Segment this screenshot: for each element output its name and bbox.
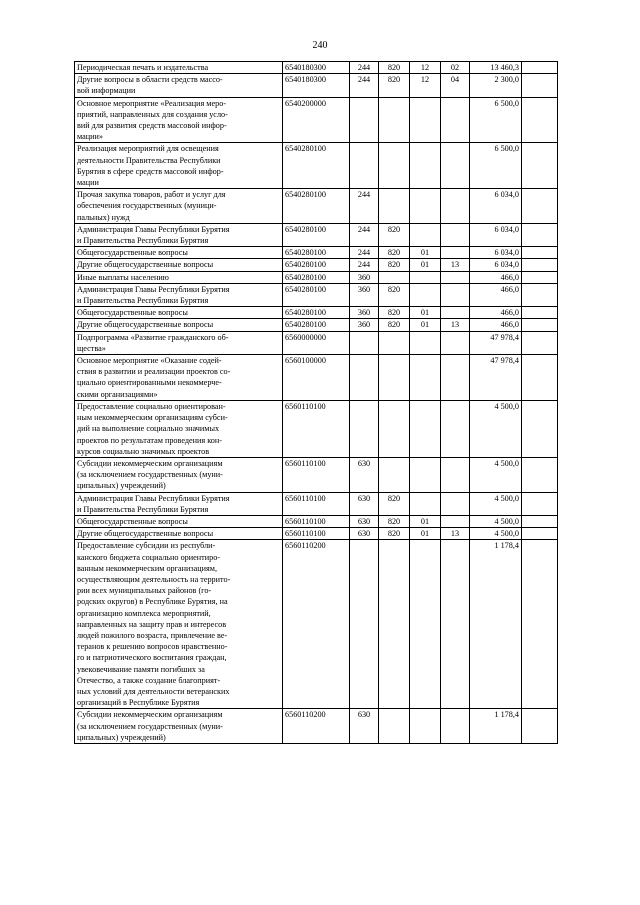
target-article-code-cell: 6540280100: [283, 143, 350, 189]
budget-administrator-cell: [379, 97, 410, 143]
subsection-code-cell: 13: [441, 528, 470, 540]
table-row: [75, 62, 558, 74]
budget-administrator-cell: 820: [379, 247, 410, 259]
amount-cell: 466,0: [470, 283, 522, 306]
row-name-cell: Реализация мероприятий для освещения деятельности Правительства Республики Бурятия в сфере средств массовой инфор- мации: [75, 143, 283, 189]
section-code-cell: [410, 283, 441, 306]
amount-cell: 466,0: [470, 319, 522, 331]
row-name-cell: Администрация Главы Республики Бурятия и Правительства Республики Бурятия: [75, 223, 283, 246]
target-article-code-cell: 6540280100: [283, 307, 350, 319]
row-name-cell: Предоставление социально ориентирован- ным некоммерческим организациям субси- дий на выполнение социально значимых проектов по результатам проведения кон- курсов социально значимых проектов: [75, 400, 283, 457]
expense-type-cell: 244: [350, 74, 379, 97]
section-code-cell: 01: [410, 307, 441, 319]
amount-cell: 47 978,4: [470, 331, 522, 354]
table-row: [75, 515, 558, 527]
section-code-cell: 01: [410, 319, 441, 331]
subsection-code-cell: [441, 223, 470, 246]
target-article-code-cell: 6560110100: [283, 515, 350, 527]
table-row: [75, 283, 558, 306]
subsection-code-cell: 02: [441, 62, 470, 74]
empty-extra-cell: [522, 62, 558, 74]
row-name-cell: Предоставление субсидии из республи- канского бюджета социально ориентиро- ванным некоммерческим организациям, осуществляющим деятельность на террито- рии всех муниципальных районов (го- родских округов) в Республике Бурятия, на организацию комплекса мероприятий, направленных на защиту прав и интересов людей пожилого возраста, привлечение ве- теранов к решению вопросов нравственно- го и патриотического воспитания граждан, увековечивание памяти погибших за Отечество, а также создание благоприят- ных условий для деятельности ветеранских организаций в Республике Бурятия: [75, 540, 283, 709]
expense-type-cell: 630: [350, 709, 379, 744]
amount-cell: 6 500,0: [470, 97, 522, 143]
row-name-cell: Другие вопросы в области средств массо- вой информации: [75, 74, 283, 97]
budget-administrator-cell: 820: [379, 259, 410, 271]
empty-extra-cell: [522, 515, 558, 527]
amount-cell: 4 500,0: [470, 492, 522, 515]
budget-administrator-cell: 820: [379, 319, 410, 331]
empty-extra-cell: [522, 189, 558, 224]
row-name-cell: Общегосударственные вопросы: [75, 307, 283, 319]
section-code-cell: [410, 709, 441, 744]
amount-cell: 4 500,0: [470, 528, 522, 540]
target-article-code-cell: 6540180300: [283, 74, 350, 97]
row-name-cell: Основное мероприятие «Реализация меро- приятий, направленных для создания усло- вий для развития средств массовой инфор- мации»: [75, 97, 283, 143]
expense-type-cell: 360: [350, 307, 379, 319]
amount-cell: 1 178,4: [470, 540, 522, 709]
subsection-code-cell: 13: [441, 259, 470, 271]
target-article-code-cell: 6540280100: [283, 283, 350, 306]
section-code-cell: [410, 189, 441, 224]
empty-extra-cell: [522, 97, 558, 143]
amount-cell: 2 300,0: [470, 74, 522, 97]
row-name-cell: Подпрограмма «Развитие гражданского об- щества»: [75, 331, 283, 354]
table-row: [75, 259, 558, 271]
target-article-code-cell: 6540280100: [283, 223, 350, 246]
row-name-cell: Администрация Главы Республики Бурятия и Правительства Республики Бурятия: [75, 492, 283, 515]
empty-extra-cell: [522, 271, 558, 283]
row-name-cell: Администрация Главы Республики Бурятия и Правительства Республики Бурятия: [75, 283, 283, 306]
budget-administrator-cell: [379, 271, 410, 283]
expense-type-cell: 360: [350, 319, 379, 331]
budget-administrator-cell: 820: [379, 515, 410, 527]
row-name-cell: Субсидии некоммерческим организациям (за исключением государственных (муни- ципальных) учреждений): [75, 457, 283, 492]
row-name-cell: Другие общегосударственные вопросы: [75, 528, 283, 540]
empty-extra-cell: [522, 307, 558, 319]
amount-cell: 1 178,4: [470, 709, 522, 744]
subsection-code-cell: 04: [441, 74, 470, 97]
expense-type-cell: [350, 355, 379, 401]
section-code-cell: 01: [410, 259, 441, 271]
subsection-code-cell: [441, 457, 470, 492]
expense-type-cell: 630: [350, 457, 379, 492]
expense-type-cell: 630: [350, 515, 379, 527]
table-row: [75, 355, 558, 401]
row-name-cell: Основное мероприятие «Оказание содей- ствия в развитии и реализации проектов со- циально ориентированными некоммерче- скими организациями»: [75, 355, 283, 401]
empty-extra-cell: [522, 492, 558, 515]
expense-type-cell: 360: [350, 283, 379, 306]
target-article-code-cell: 6540280100: [283, 319, 350, 331]
section-code-cell: [410, 97, 441, 143]
subsection-code-cell: [441, 709, 470, 744]
subsection-code-cell: [441, 515, 470, 527]
page-number: 240: [312, 40, 328, 51]
target-article-code-cell: 6560110100: [283, 457, 350, 492]
table-body: [75, 62, 558, 744]
budget-administrator-cell: [379, 709, 410, 744]
amount-cell: 6 034,0: [470, 223, 522, 246]
empty-extra-cell: [522, 223, 558, 246]
section-code-cell: 12: [410, 74, 441, 97]
amount-cell: 6 500,0: [470, 143, 522, 189]
amount-cell: 6 034,0: [470, 259, 522, 271]
table-row: [75, 189, 558, 224]
budget-administrator-cell: [379, 143, 410, 189]
row-name-cell: Периодическая печать и издательства: [75, 62, 283, 74]
subsection-code-cell: [441, 283, 470, 306]
expense-type-cell: 630: [350, 528, 379, 540]
target-article-code-cell: 6560100000: [283, 355, 350, 401]
budget-administrator-cell: [379, 400, 410, 457]
expense-type-cell: [350, 143, 379, 189]
expense-type-cell: 244: [350, 189, 379, 224]
expense-type-cell: 244: [350, 247, 379, 259]
budget-administrator-cell: 820: [379, 307, 410, 319]
amount-cell: 6 034,0: [470, 189, 522, 224]
row-name-cell: Общегосударственные вопросы: [75, 515, 283, 527]
expense-type-cell: 244: [350, 259, 379, 271]
subsection-code-cell: [441, 143, 470, 189]
table-row: [75, 97, 558, 143]
target-article-code-cell: 6540280100: [283, 189, 350, 224]
budget-administrator-cell: 820: [379, 223, 410, 246]
section-code-cell: [410, 355, 441, 401]
table-row: [75, 457, 558, 492]
row-name-cell: Другие общегосударственные вопросы: [75, 259, 283, 271]
row-name-cell: Общегосударственные вопросы: [75, 247, 283, 259]
empty-extra-cell: [522, 355, 558, 401]
subsection-code-cell: [441, 355, 470, 401]
empty-extra-cell: [522, 259, 558, 271]
subsection-code-cell: [441, 492, 470, 515]
section-code-cell: [410, 143, 441, 189]
expense-type-cell: [350, 540, 379, 709]
subsection-code-cell: [441, 189, 470, 224]
target-article-code-cell: 6540200000: [283, 97, 350, 143]
section-code-cell: 12: [410, 62, 441, 74]
amount-cell: 4 500,0: [470, 400, 522, 457]
budget-administrator-cell: [379, 457, 410, 492]
section-code-cell: [410, 400, 441, 457]
empty-extra-cell: [522, 247, 558, 259]
table-row: [75, 400, 558, 457]
table-row: [75, 271, 558, 283]
table-row: [75, 492, 558, 515]
expense-type-cell: [350, 331, 379, 354]
subsection-code-cell: 13: [441, 319, 470, 331]
section-code-cell: [410, 540, 441, 709]
expense-type-cell: [350, 97, 379, 143]
subsection-code-cell: [441, 540, 470, 709]
expense-type-cell: 360: [350, 271, 379, 283]
target-article-code-cell: 6540180300: [283, 62, 350, 74]
table-row: [75, 307, 558, 319]
empty-extra-cell: [522, 709, 558, 744]
table-row: [75, 223, 558, 246]
empty-extra-cell: [522, 540, 558, 709]
subsection-code-cell: [441, 247, 470, 259]
section-code-cell: [410, 271, 441, 283]
table-row: [75, 331, 558, 354]
row-name-cell: Субсидии некоммерческим организациям (за исключением государственных (муни- ципальных) учреждений): [75, 709, 283, 744]
amount-cell: 6 034,0: [470, 247, 522, 259]
expense-type-cell: 630: [350, 492, 379, 515]
empty-extra-cell: [522, 319, 558, 331]
expense-type-cell: 244: [350, 223, 379, 246]
row-name-cell: Иные выплаты населению: [75, 271, 283, 283]
target-article-code-cell: 6540280100: [283, 259, 350, 271]
table-row: [75, 247, 558, 259]
budget-table: [74, 61, 558, 744]
target-article-code-cell: 6560110200: [283, 709, 350, 744]
subsection-code-cell: [441, 271, 470, 283]
section-code-cell: 01: [410, 515, 441, 527]
empty-extra-cell: [522, 283, 558, 306]
table-row: [75, 528, 558, 540]
table-row: [75, 143, 558, 189]
budget-administrator-cell: 820: [379, 74, 410, 97]
empty-extra-cell: [522, 331, 558, 354]
amount-cell: 4 500,0: [470, 457, 522, 492]
section-code-cell: [410, 492, 441, 515]
target-article-code-cell: 6560110200: [283, 540, 350, 709]
amount-cell: 466,0: [470, 307, 522, 319]
subsection-code-cell: [441, 97, 470, 143]
budget-administrator-cell: [379, 189, 410, 224]
budget-administrator-cell: [379, 331, 410, 354]
empty-extra-cell: [522, 74, 558, 97]
empty-extra-cell: [522, 143, 558, 189]
amount-cell: 13 460,3: [470, 62, 522, 74]
target-article-code-cell: 6540280100: [283, 271, 350, 283]
amount-cell: 466,0: [470, 271, 522, 283]
budget-administrator-cell: [379, 355, 410, 401]
subsection-code-cell: [441, 307, 470, 319]
table-row: [75, 319, 558, 331]
subsection-code-cell: [441, 331, 470, 354]
section-code-cell: [410, 457, 441, 492]
section-code-cell: 01: [410, 528, 441, 540]
section-code-cell: 01: [410, 247, 441, 259]
subsection-code-cell: [441, 400, 470, 457]
budget-administrator-cell: 820: [379, 283, 410, 306]
target-article-code-cell: 6560110100: [283, 492, 350, 515]
target-article-code-cell: 6560110100: [283, 400, 350, 457]
row-name-cell: Прочая закупка товаров, работ и услуг для обеспечения государственных (муници- пальных) нужд: [75, 189, 283, 224]
empty-extra-cell: [522, 400, 558, 457]
budget-administrator-cell: 820: [379, 528, 410, 540]
target-article-code-cell: 6560000000: [283, 331, 350, 354]
target-article-code-cell: 6540280100: [283, 247, 350, 259]
row-name-cell: Другие общегосударственные вопросы: [75, 319, 283, 331]
section-code-cell: [410, 331, 441, 354]
expense-type-cell: 244: [350, 62, 379, 74]
empty-extra-cell: [522, 457, 558, 492]
table-row: [75, 74, 558, 97]
section-code-cell: [410, 223, 441, 246]
empty-extra-cell: [522, 528, 558, 540]
table-row: [75, 709, 558, 744]
amount-cell: 47 978,4: [470, 355, 522, 401]
expense-type-cell: [350, 400, 379, 457]
budget-administrator-cell: 820: [379, 492, 410, 515]
budget-administrator-cell: 820: [379, 62, 410, 74]
amount-cell: 4 500,0: [470, 515, 522, 527]
target-article-code-cell: 6560110100: [283, 528, 350, 540]
table-row: [75, 540, 558, 709]
budget-administrator-cell: [379, 540, 410, 709]
